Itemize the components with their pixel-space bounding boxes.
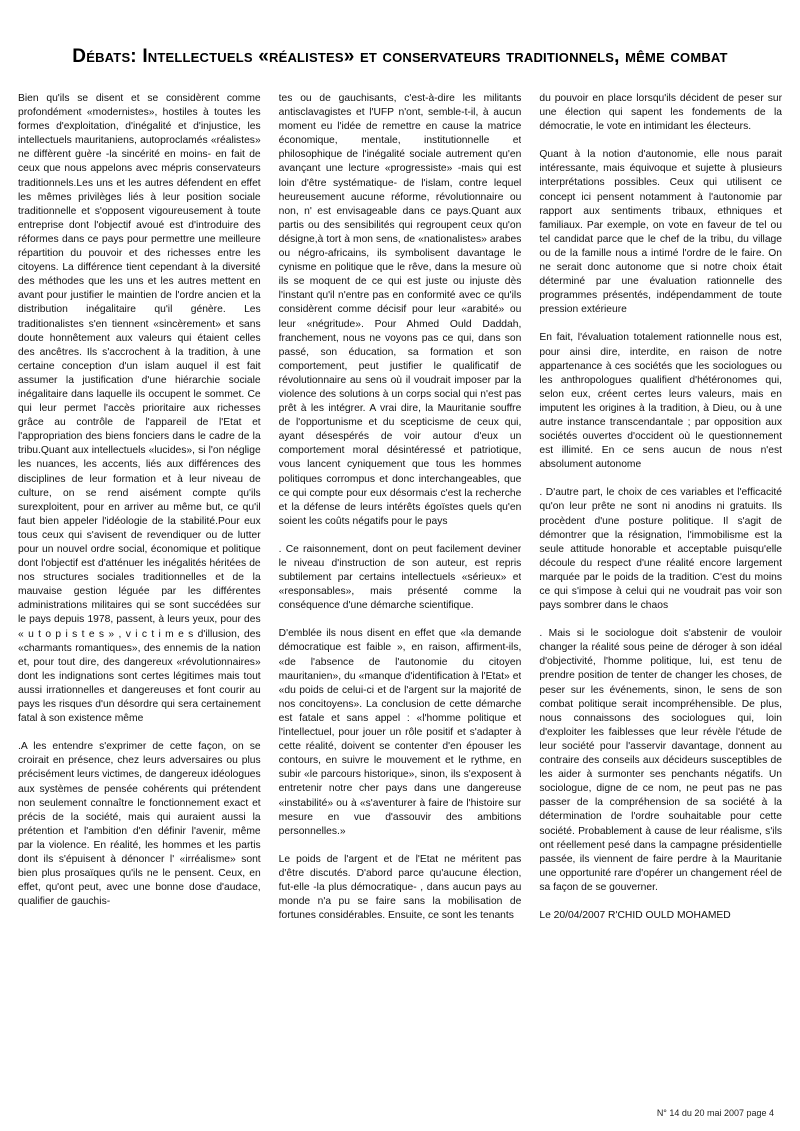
article-paragraph: . Mais si le sociologue doit s'abstenir de vouloir changer la réalité sous peine de déroger à son idéal d'objectivité, l'homme politique, lui, est tenu de prendre position de tenter de changer les choses, de peser sur les événements, sinon, le sens de son combat politique serait incompréhensible. De plus, nous connaissons des sociologues qui, loin d'exploiter les faiblesses que leur révèle l'étude de leur société pour l'asservir davantage, donnent au contraire des conseils aux décideurs susceptibles de les aider à surmonter ses penchants négatifs. Un sociologue, digne de ce nom, ne peut pas ne pas passer de la compréhension de sa société à la détermination de l'ordre souhaitable pour cette société. Probablement à cause de leur réalisme, s'ils ont réellement pesé dans la campagne présidentielle passée, ils viennent de faire perdre à la Mauritanie une opportunité rare d'opérer un changement réel de sa façon de se gouverner.: [539, 628, 783, 893]
article-column-3: [539, 92, 782, 1102]
article-paragraph: . Ce raisonnement, dont on peut facilement deviner le niveau d'instruction de son auteur, est repris subtilement par certains intellectuels «sérieux» et «responsables», mais présenté comme la conséquence d'une démarche scientifique.: [278, 543, 522, 612]
article-paragraph: du pouvoir en place lorsqu'ils décident de peser sur une élection qui sapent les fondements de la démocratie, le vote en intimidant les électeurs.: [539, 93, 783, 133]
article-paragraph: .A les entendre s'exprimer de cette façon, on se croirait en présence, chez leurs adversaires ou plus précisément leurs victimes, de dangereux idéologues aux systèmes de pensée cohérents qui prétendent non seulement connaître le fonctionnement exact et précis de la société, mais qui auraient aussi la prétention et l'ambition d'en définir l'avenir, même par la violence. En réalité, les hommes et les partis dont ils s'épuisent à dénoncer l' «irréalisme» sont bien plus prosaïques qu'ils ne le pensent. Ceux, en effet, qu'ont peut, avec une bonne dose d'audace, qualifier de gauchis-: [18, 741, 261, 908]
article-paragraph: Le poids de l'argent et de l'Etat ne méritent pas d'être discutés. D'abord parce qu'aucune élection, fut-elle -la plus démocratique- , dans aucun pays au monde n'a pu se faire sans la mobilisation de fortunes considérables. Ensuite, ce sont les tenants: [278, 853, 522, 922]
page-footer: N° 14 du 20 mai 2007 page 4: [656, 1108, 774, 1118]
article-paragraph: . D'autre part, le choix de ces variables et l'efficacité qu'on leur prête ne sont ni anodins ni gratuits. Ils procèdent d'une posture politique. Il s'agit de démontrer que la résignation, l'immobilisme est la seule attitude honorable et acceptable puisqu'elle découle du respect d'une réalité encore largement marquée par le poids de la tradition. C'est du moins ce qui s'impose à celui qui ne voudrait pas voir son pays sombrer dans le chaos: [539, 487, 783, 612]
article-title: Débats: Intellectuels «réalistes» et conservateurs traditionnels, même combat: [72, 46, 728, 67]
article-body: [18, 92, 782, 1102]
article-column-1: [18, 92, 261, 1102]
article-paragraph: tes ou de gauchisants, c'est-à-dire les militants antisclavagistes et l'UFP n'ont, semble-t-il, à aucun moment eu l'idée de remettre en cause la matrice économique, mentale, institutionnelle et philosophique de l'inégalité sociale autrement qu'en avançant une lecture «progressiste» -mais qui est loin d'être systématique- de l'islam, contre lequel heureusement aucune réforme, révolutionnaire ou non, n' est envisageable dans ce pays.Quant aux partis ou des sensibilités qui regroupent ceux qu'on désigne,à tort à mon sens, de «nationalistes» arabes ou négro-africains, ils symbolisent davantage le cynisme en politique que le rêve, dans la mesure où ils se moquent de ce qui est juste ou injuste dès l'instant qu'il n'entre pas en conformité avec ce qu'ils considèrent comme décisif pour leur «arabité» ou leur «négritude». Pour Ahmed Ould Daddah, franchement, nous ne voyons pas ce qui, dans son passé, son éducation, sa formation et son comportement, peut justifier le qualificatif de révolutionnaire au sens où il voudrait imposer par la violence des solutions à un corps social qui n'est pas prêt à les intégrer. A vrai dire, la Mauritanie souffre de l'opportunisme et du scepticisme de ceux qui, ayant désespérés de voir autour d'eux un comportement moral désintéressé et patriotique, vous lancent cyniquement que tous les hommes politiques corrompus et donc interchangeables, que ce qui compte pour eux désormais c'est la recherche et la défense de leurs intérêts égoïstes quels qu'en soient les coûts négatifs pour le pays: [278, 93, 522, 527]
article-column-2: [279, 92, 522, 1102]
article-paragraph: Quant à la notion d'autonomie, elle nous parait intéressante, mais équivoque et sujette à plusieurs interprétations possibles. Ceux qui utilisent ce concept ici pensent notamment à l'autonomie par rapport aux sentiments tribaux, ethniques et familiaux. Par exemple, on vote en faveur de tel ou tel candidat parce que le chef de la tribu, du village ou de la famille nous a intimé l'ordre de le faire. On ne serait donc autonome que si notre choix était déterminé par une évaluation rationnelle des programmes présentés, indépendamment de toute pression extérieure: [539, 149, 783, 316]
article-paragraph: Bien qu'ils se disent et se considèrent comme profondément «modernistes», hostiles à toutes les formes d'exploitation, d'inégalité et d'injustice, les intellectuels mauritaniens, autoproclamés «réalistes» ne diffèrent guère -la sincérité en moins- en fait de ceux que nous appelons avec mépris conservateurs traditionnels.Les uns et les autres défendent en effet les mêmes privilèges liés à leur position sociale traditionnelle et s'opposent vigoureusement à toute entreprise dont l'objectif avoué est d'introduire des réformes dans ce pays pour permettre une meilleure répartition du pouvoir et des richesses entre les citoyens. La différence tient cependant à la diversité des méthodes que les uns et les autres mettent en avant pour justifier le maintien de l'ordre ancien et la distribution inégalitaire qu'il génère. Les traditionalistes s'en tiennent «sincèrement» et sans doute honnêtement aux valeurs qui étaient celles des ancêtres. Ils s'accrochent à la tradition, à une certaine conception d'un islam auquel il est fait assumer la justification d'une hiérarchie sociale inégalitaire dans laquelle ils occupent le sommet. Ce qui leur permet l'accès prioritaire aux richesses grâce au contrôle de l'appareil de l'Etat et l'appropriation des biens fonciers dans le cadre de la tribu.Quant aux intellectuels «lucides», si l'on néglige les nuances, les accents, liés aux différences des disciplines de leur formation et à leur niveau de culture, on se rend aisément compte qu'ils surexploitent, pour en arriver au même but, ce qu'il faut bien appeler l'idéologie de la stabilité.Pour eux tous ceux qui s'avisent de revendiquer ou de lutter pour un nouvel ordre social, économique et politique dont l'objectif est d'atténuer les inégalités héritées de nos structures sociales traditionnelles et de la mauvaise gestion léguée par les différentes administrations militaires qui se sont succédées sur le pays depuis 1978, passent, à leurs yeux, pour des « u t o p i s t e s » , v i c t i m e s d'illusion, des «charmants romantiques», des ennemis de la nation et, pour tout dire, des dangereux «révolutionnaires» dont les indignations sont certes légitimes mais tout aussi irrationnelles et dangereuses et font courir au pays les risques d'un désordre qui sera certainement fatal à son existence même: [18, 93, 261, 725]
article-paragraph: D'emblée ils nous disent en effet que «la demande démocratique est faible », en raison, affirment-ils, «de l'absence de l'autonomie du citoyen mauritanien», du «manque d'identification à l'Etat» et «du poids de celui-ci et de l'argent sur la majorité de nos concitoyens». La conclusion de cette démarche est fatale et sans appel : «l'homme politique et l'intellectuel, pour jouer un rôle positif et s'adapter à cette réalité, doivent se contenter d'en épouser les contours, en suivre le mouvement et le rythme, en subir «le parcours historique», sinon, ils s'exposent à entretenir notre cher pays dans une dangereuse «instabilité» ou à «s'aventurer à faire de l'histoire sur mesure en vue d'assouvir des ambitions personnelles.»: [278, 628, 522, 837]
article-signature: Le 20/04/2007 R'CHID OULD MOHAMED: [539, 909, 731, 921]
article-paragraph: En fait, l'évaluation totalement rationnelle nous est, pour ainsi dire, interdite, en raison de notre appartenance à ces sociétés que les sociologues ou les anthropologues qualifient d'hétéronomes qui, selon eux, créent certes leurs valeurs, mais en imputent les origines à la tradition, à Dieu, ou à une autre instance transcendantale ; par opposition aux sociétés ouvertes d'occident où le questionnement est illimité. En ce sens aucun de nous n'est absolument autonome: [539, 332, 783, 471]
